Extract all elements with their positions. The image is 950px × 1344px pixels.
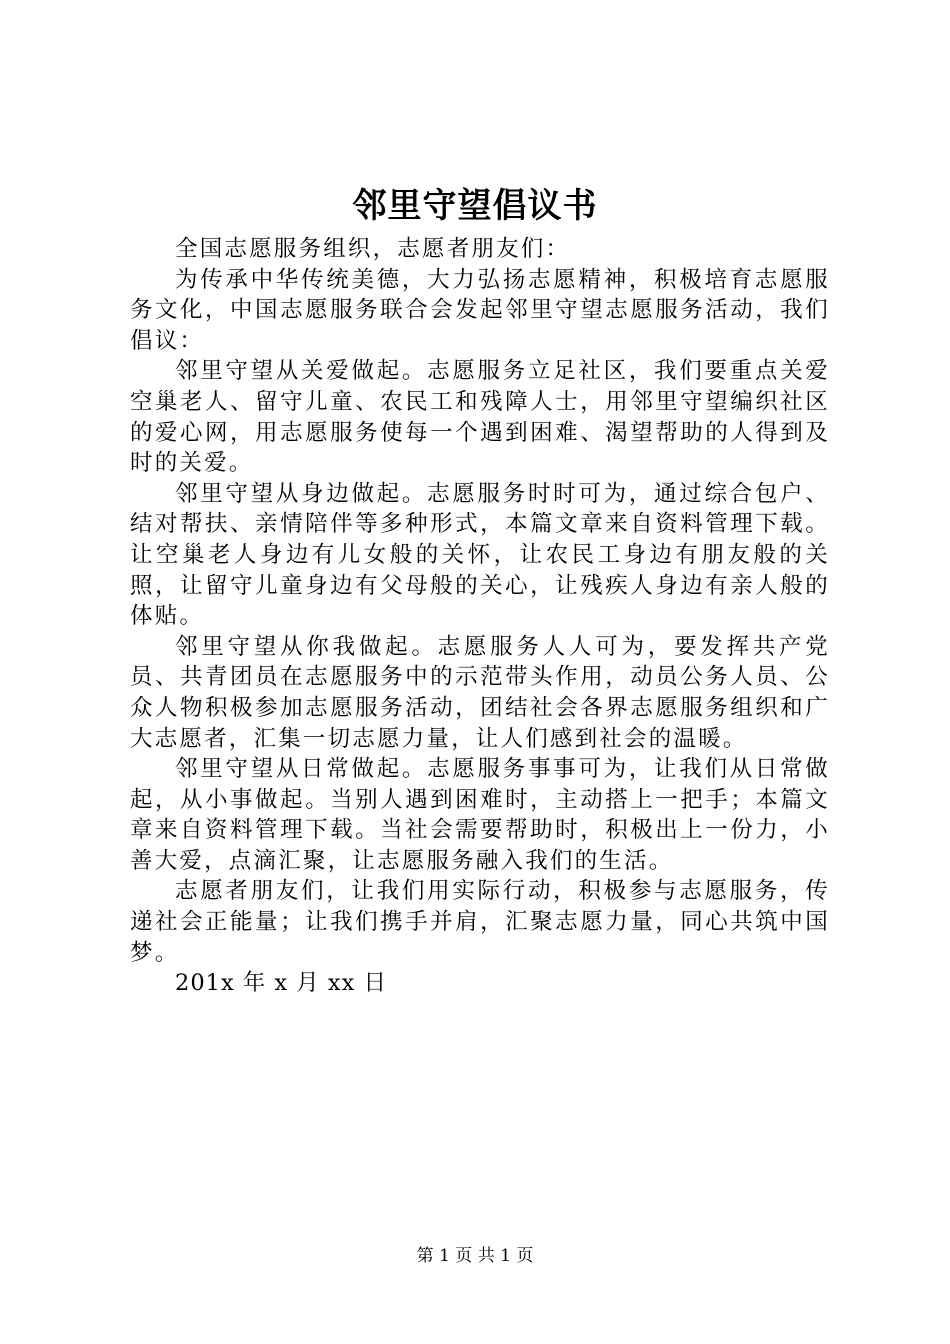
document-body xyxy=(130,234,830,999)
paragraph-intro: 为传承中华传统美德，大力弘扬志愿精神，积极培育志愿服务文化，中国志愿服务联合会发起邻里守望志愿服务活动，我们倡议： xyxy=(130,266,830,354)
paragraph-you-and-me: 邻里守望从你我做起。志愿服务人人可为，要发挥共产党员、共青团员在志愿服务中的示范带头作用，动员公务人员、公众人物积极参加志愿服务活动，团结社会各界志愿服务组织和广大志愿者，汇集一切志愿力量，让人们感到社会的温暖。 xyxy=(130,633,830,752)
paragraph-closing: 志愿者朋友们，让我们用实际行动，积极参与志愿服务，传递社会正能量；让我们携手并肩，汇聚志愿力量，同心共筑中国梦。 xyxy=(130,878,830,966)
document-title: 邻里守望倡议书 xyxy=(352,186,598,226)
page-footer: 第 1 页 共 1 页 xyxy=(416,1246,534,1266)
paragraph-daily: 邻里守望从日常做起。志愿服务事事可为，让我们从日常做起，从小事做起。当别人遇到困难时，主动搭上一把手；本篇文章来自资料管理下载。当社会需要帮助时，积极出上一份力，小善大爱，点滴汇聚，让志愿服务融入我们的生活。 xyxy=(130,756,830,874)
paragraph-care: 邻里守望从关爱做起。志愿服务立足社区，我们要重点关爱空巢老人、留守儿童、农民工和残障人士，用邻里守望编织社区的爱心网，用志愿服务使每一个遇到困难、渴望帮助的人得到及时的关爱。 xyxy=(130,358,830,477)
salutation: 全国志愿服务组织，志愿者朋友们： xyxy=(175,236,571,262)
paragraph-nearby: 邻里守望从身边做起。志愿服务时时可为，通过综合包户、结对帮扶、亲情陪伴等多种形式，本篇文章来自资料管理下载。让空巢老人身边有儿女般的关怀，让农民工身边有朋友般的关照，让留守儿童身边有父母般的关心，让残疾人身边有亲人般的体贴。 xyxy=(130,480,830,630)
document-date: 201x 年 x 月 xx 日 xyxy=(175,970,387,997)
